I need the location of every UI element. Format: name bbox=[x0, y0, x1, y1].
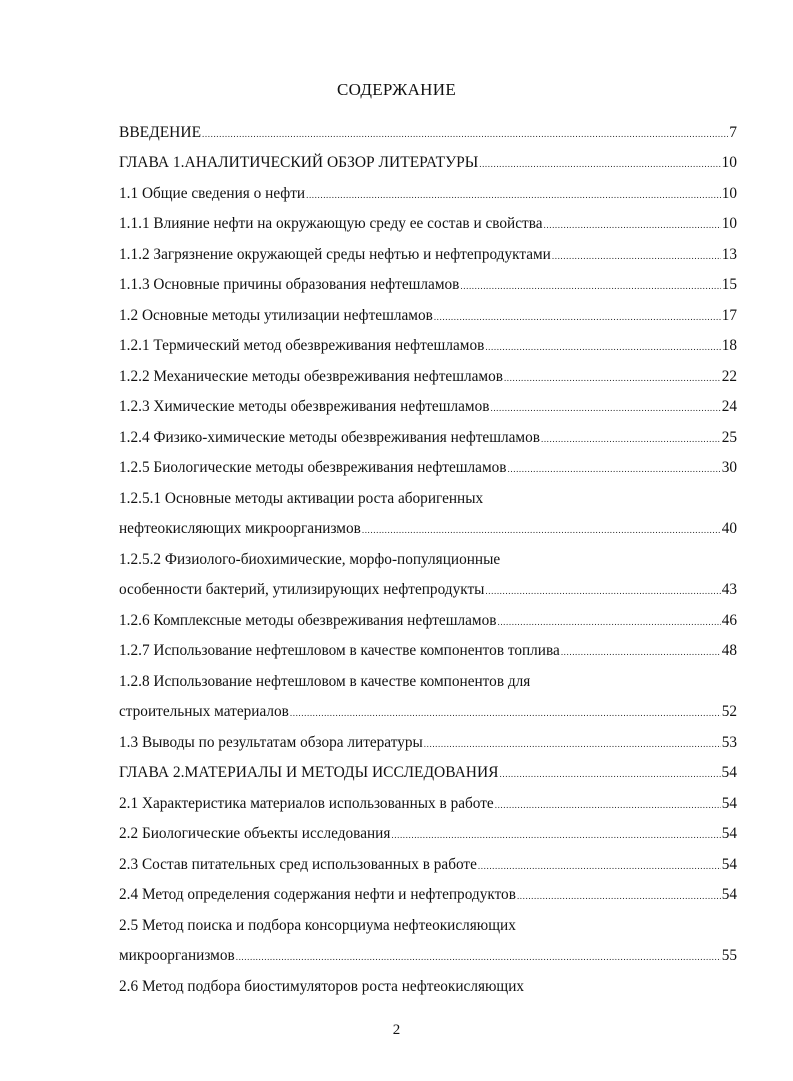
toc-entry-page: 54 bbox=[721, 855, 737, 873]
toc-entry-page: 40 bbox=[721, 520, 737, 537]
toc-entry bbox=[119, 752, 737, 783]
toc-entry-page: 24 bbox=[721, 398, 737, 415]
toc-entry bbox=[119, 355, 737, 386]
toc-entry-title: 1.2.5.2 Физиолого-биохимические, морфо-популяционные bbox=[119, 550, 501, 568]
toc-entry-page: 10 bbox=[721, 154, 737, 171]
toc-dot-leader bbox=[434, 311, 721, 323]
toc-entry-title: 1.2.6 Комплексные методы обезвреживания нефтешламов bbox=[119, 611, 497, 629]
toc-entry-title: микроорганизмов bbox=[119, 947, 235, 964]
toc-dot-leader bbox=[236, 951, 721, 963]
toc-entry bbox=[119, 904, 737, 935]
toc-entry-page: 10 bbox=[721, 184, 737, 202]
toc-entry-title: 1.2.4 Физико-химические методы обезвреживания нефтешламов bbox=[119, 428, 540, 446]
toc-entry bbox=[119, 691, 737, 722]
toc-entry bbox=[119, 111, 737, 142]
toc-entry-page: 22 bbox=[721, 367, 737, 385]
table-of-contents bbox=[119, 111, 737, 996]
toc-entry-title: 1.1.1 Влияние нефти на окружающую среду ее состав и свойства bbox=[119, 215, 543, 232]
toc-dot-leader bbox=[490, 402, 720, 414]
toc-entry-page: 18 bbox=[721, 337, 737, 354]
toc-entry bbox=[119, 172, 737, 203]
toc-entry-title: 1.2.8 Использование нефтешловом в качестве компонентов для bbox=[119, 672, 531, 690]
toc-dot-leader bbox=[485, 585, 720, 597]
toc-entry-title: 1.1.3 Основные причины образования нефтешламов bbox=[119, 276, 460, 293]
toc-dot-leader bbox=[497, 616, 720, 628]
toc-dot-leader bbox=[552, 250, 721, 262]
toc-entry bbox=[119, 935, 737, 966]
page-number: 2 bbox=[392, 1022, 401, 1038]
toc-entry bbox=[119, 569, 737, 600]
toc-entry-page: 15 bbox=[721, 276, 737, 293]
toc-entry bbox=[119, 843, 737, 874]
toc-entry-title: особенности бактерий, утилизирующих нефтепродукты bbox=[119, 581, 485, 598]
toc-entry-title: 1.2.5 Биологические методы обезвреживания нефтешламов bbox=[119, 459, 507, 476]
toc-entry-page: 52 bbox=[721, 703, 737, 720]
toc-dot-leader bbox=[460, 280, 720, 292]
toc-entry-title: 2.6 Метод подбора биостимуляторов роста нефтеокисляющих bbox=[119, 977, 525, 995]
toc-entry-page: 54 bbox=[721, 886, 737, 903]
toc-entry-title: ГЛАВА 2.МАТЕРИАЛЫ И МЕТОДЫ ИССЛЕДОВАНИЯ bbox=[119, 764, 499, 781]
toc-entry bbox=[119, 325, 737, 356]
toc-entry-page: 48 bbox=[721, 642, 737, 659]
toc-entry-title: 1.2.3 Химические методы обезвреживания нефтешламов bbox=[119, 398, 490, 415]
toc-entry-title: 1.2.7 Использование нефтешловом в качестве компонентов топлива bbox=[119, 642, 560, 659]
toc-entry-title: 1.2.1 Термический метод обезвреживания нефтешламов bbox=[119, 337, 485, 354]
toc-entry-page: 54 bbox=[721, 764, 737, 781]
toc-dot-leader bbox=[202, 128, 728, 140]
toc-entry bbox=[119, 294, 737, 325]
toc-entry bbox=[119, 447, 737, 478]
toc-entry-title: 2.1 Характеристика материалов использованных в работе bbox=[119, 794, 494, 812]
toc-dot-leader bbox=[544, 219, 721, 231]
toc-dot-leader bbox=[500, 768, 721, 780]
toc-entry-title: строительных материалов bbox=[119, 703, 289, 720]
toc-entry bbox=[119, 203, 737, 234]
toc-entry-title: 2.4 Метод определения содержания нефти и нефтепродуктов bbox=[119, 886, 516, 903]
toc-dot-leader bbox=[306, 189, 721, 201]
toc-entry-title: 1.3 Выводы по результатам обзора литературы bbox=[119, 733, 423, 751]
toc-entry bbox=[119, 630, 737, 661]
toc-entry bbox=[119, 538, 737, 569]
toc-dot-leader bbox=[290, 707, 721, 719]
toc-entry-title: 1.1 Общие сведения о нефти bbox=[119, 184, 306, 202]
toc-entry-page: 54 bbox=[721, 794, 737, 812]
toc-entry bbox=[119, 142, 737, 173]
toc-entry bbox=[119, 233, 737, 264]
toc-dot-leader bbox=[391, 829, 720, 841]
toc-entry bbox=[119, 782, 737, 813]
toc-entry-title: 2.3 Состав питательных сред использованных в работе bbox=[119, 855, 477, 873]
toc-dot-leader bbox=[478, 860, 721, 872]
toc-entry-page: 30 bbox=[721, 459, 737, 476]
toc-entry bbox=[119, 660, 737, 691]
toc-entry-page: 25 bbox=[721, 428, 737, 446]
toc-dot-leader bbox=[495, 799, 721, 811]
toc-entry-title: 2.2 Биологические объекты исследования bbox=[119, 825, 391, 842]
toc-entry bbox=[119, 874, 737, 905]
page-title: СОДЕРЖАНИЕ bbox=[336, 80, 457, 99]
toc-dot-leader bbox=[561, 646, 721, 658]
toc-entry-page: 53 bbox=[721, 733, 737, 751]
toc-entry bbox=[119, 508, 737, 539]
toc-dot-leader bbox=[508, 463, 721, 475]
toc-dot-leader bbox=[479, 158, 720, 170]
toc-entry bbox=[119, 813, 737, 844]
toc-dot-leader bbox=[504, 372, 721, 384]
toc-entry-title: 1.2.5.1 Основные методы активации роста аборигенных bbox=[119, 489, 484, 507]
toc-entry-title: 1.1.2 Загрязнение окружающей среды нефтью и нефтепродуктами bbox=[119, 245, 551, 263]
toc-entry-title: ВВЕДЕНИЕ bbox=[119, 123, 202, 141]
toc-entry-page: 55 bbox=[721, 947, 737, 964]
toc-entry-page: 7 bbox=[729, 123, 737, 141]
toc-entry-page: 46 bbox=[721, 611, 737, 629]
toc-entry bbox=[119, 386, 737, 417]
toc-entry-title: ГЛАВА 1.АНАЛИТИЧЕСКИЙ ОБЗОР ЛИТЕРАТУРЫ bbox=[119, 154, 479, 171]
toc-dot-leader bbox=[541, 433, 721, 445]
toc-dot-leader bbox=[485, 341, 720, 353]
toc-entry bbox=[119, 477, 737, 508]
toc-entry-page: 13 bbox=[721, 245, 737, 263]
toc-entry-page: 17 bbox=[721, 306, 737, 324]
toc-entry bbox=[119, 965, 737, 996]
toc-entry bbox=[119, 721, 737, 752]
toc-dot-leader bbox=[362, 524, 721, 536]
toc-entry-title: 1.2.2 Механические методы обезвреживания нефтешламов bbox=[119, 367, 503, 385]
toc-entry-title: 2.5 Метод поиска и подбора консорциума нефтеокисляющих bbox=[119, 916, 516, 934]
toc-entry-page: 54 bbox=[721, 825, 737, 842]
toc-dot-leader bbox=[424, 738, 721, 750]
toc-entry-page: 10 bbox=[721, 215, 737, 232]
toc-entry bbox=[119, 599, 737, 630]
toc-dot-leader bbox=[517, 890, 721, 902]
toc-entry-title: 1.2 Основные методы утилизации нефтешламов bbox=[119, 306, 433, 324]
toc-entry-page: 43 bbox=[721, 581, 737, 598]
toc-entry bbox=[119, 416, 737, 447]
toc-entry-title: нефтеокисляющих микроорганизмов bbox=[119, 520, 361, 537]
toc-entry bbox=[119, 264, 737, 295]
